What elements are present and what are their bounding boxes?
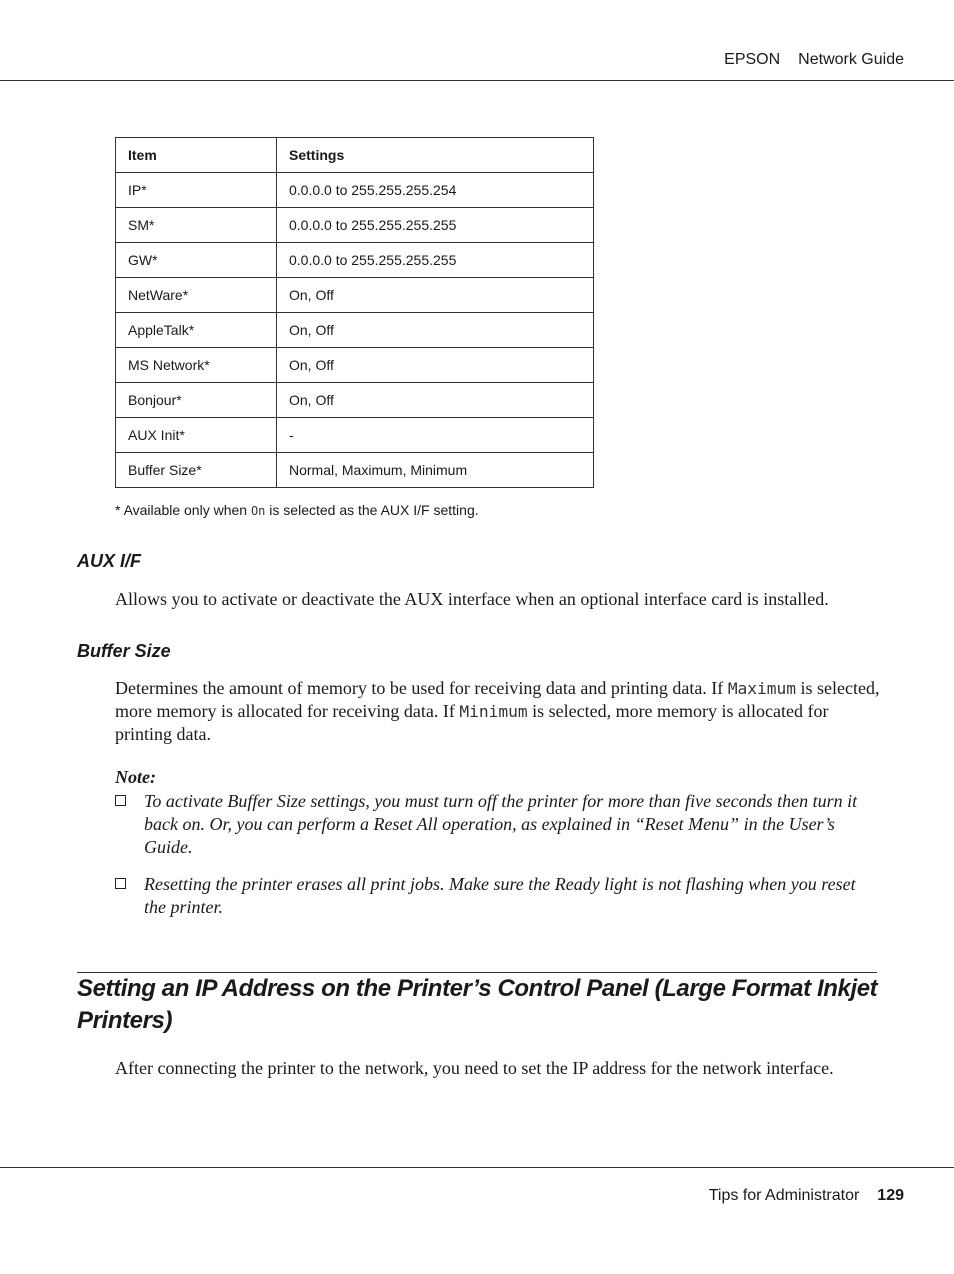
settings-cell: On, Off bbox=[277, 278, 594, 313]
table-row bbox=[116, 313, 594, 348]
table-row bbox=[116, 243, 594, 278]
checkbox-bullet-icon bbox=[115, 795, 126, 806]
table-footnote bbox=[115, 502, 479, 518]
header-brand: EPSON bbox=[724, 51, 781, 68]
item-cell: NetWare* bbox=[116, 278, 277, 313]
table-row bbox=[116, 173, 594, 208]
buffer-size-description bbox=[115, 677, 885, 746]
column-header-settings: Settings bbox=[277, 138, 594, 173]
note-item bbox=[115, 873, 880, 919]
table-row bbox=[116, 278, 594, 313]
settings-cell: Normal, Maximum, Minimum bbox=[277, 453, 594, 488]
settings-table bbox=[115, 137, 594, 488]
page-number: 129 bbox=[877, 1187, 904, 1204]
footnote-suffix: is selected as the AUX I/F setting. bbox=[265, 502, 479, 518]
settings-cell: 0.0.0.0 to 255.255.255.255 bbox=[277, 243, 594, 278]
aux-if-description: Allows you to activate or deactivate the AUX interface when an optional interface card is installed. bbox=[115, 589, 829, 609]
section-description: After connecting the printer to the network, you need to set the IP address for the network interface. bbox=[115, 1058, 834, 1078]
note-item-text: Resetting the printer erases all print jobs. Make sure the Ready light is not flashing when you reset the printer. bbox=[144, 874, 856, 917]
header-divider bbox=[0, 80, 954, 81]
note-label: Note: bbox=[115, 767, 156, 787]
item-cell: Buffer Size* bbox=[116, 453, 277, 488]
table-row bbox=[116, 453, 594, 488]
buffer-text-part3: is selected, more memory is allocated for printing data. bbox=[115, 701, 829, 744]
aux-if-heading: AUX I/F bbox=[77, 551, 142, 571]
item-cell: AppleTalk* bbox=[116, 313, 277, 348]
buffer-size-heading: Buffer Size bbox=[77, 641, 171, 661]
item-cell: GW* bbox=[116, 243, 277, 278]
footnote-prefix: * Available only when bbox=[115, 502, 251, 518]
settings-cell: 0.0.0.0 to 255.255.255.254 bbox=[277, 173, 594, 208]
item-cell: IP* bbox=[116, 173, 277, 208]
column-header-item: Item bbox=[116, 138, 277, 173]
footer-chapter: Tips for Administrator bbox=[708, 1187, 860, 1204]
item-cell: MS Network* bbox=[116, 348, 277, 383]
buffer-text-part1: Determines the amount of memory to be used for receiving data and printing data. If bbox=[115, 678, 728, 698]
settings-cell: On, Off bbox=[277, 383, 594, 418]
settings-cell: On, Off bbox=[277, 348, 594, 383]
table-header-row bbox=[116, 138, 594, 173]
item-cell: Bonjour* bbox=[116, 383, 277, 418]
settings-cell: - bbox=[277, 418, 594, 453]
page-header bbox=[724, 51, 904, 69]
note-item-text: To activate Buffer Size settings, you must turn off the printer for more than five seconds then turn it back on. Or, you can perform a Reset All operation, as explained in “Reset Menu” in the User’s Guide. bbox=[144, 791, 858, 857]
table-row bbox=[116, 418, 594, 453]
maximum-code: Maximum bbox=[727, 679, 797, 698]
minimum-code: Minimum bbox=[459, 702, 528, 721]
section-title: Setting an IP Address on the Printer’s Control Panel (Large Format Inkjet Printers) bbox=[77, 975, 878, 1034]
footnote-code: On bbox=[250, 504, 266, 518]
buffer-text-part2: is selected, more memory is allocated for receiving data. If bbox=[115, 678, 880, 721]
header-guide-title: Network Guide bbox=[798, 51, 904, 68]
page-footer bbox=[709, 1187, 904, 1205]
checkbox-bullet-icon bbox=[115, 878, 126, 889]
settings-cell: 0.0.0.0 to 255.255.255.255 bbox=[277, 208, 594, 243]
settings-cell: On, Off bbox=[277, 313, 594, 348]
note-item bbox=[115, 790, 880, 859]
table-row bbox=[116, 383, 594, 418]
table-row bbox=[116, 208, 594, 243]
item-cell: AUX Init* bbox=[116, 418, 277, 453]
item-cell: SM* bbox=[116, 208, 277, 243]
table-row bbox=[116, 348, 594, 383]
footer-divider bbox=[0, 1167, 954, 1168]
